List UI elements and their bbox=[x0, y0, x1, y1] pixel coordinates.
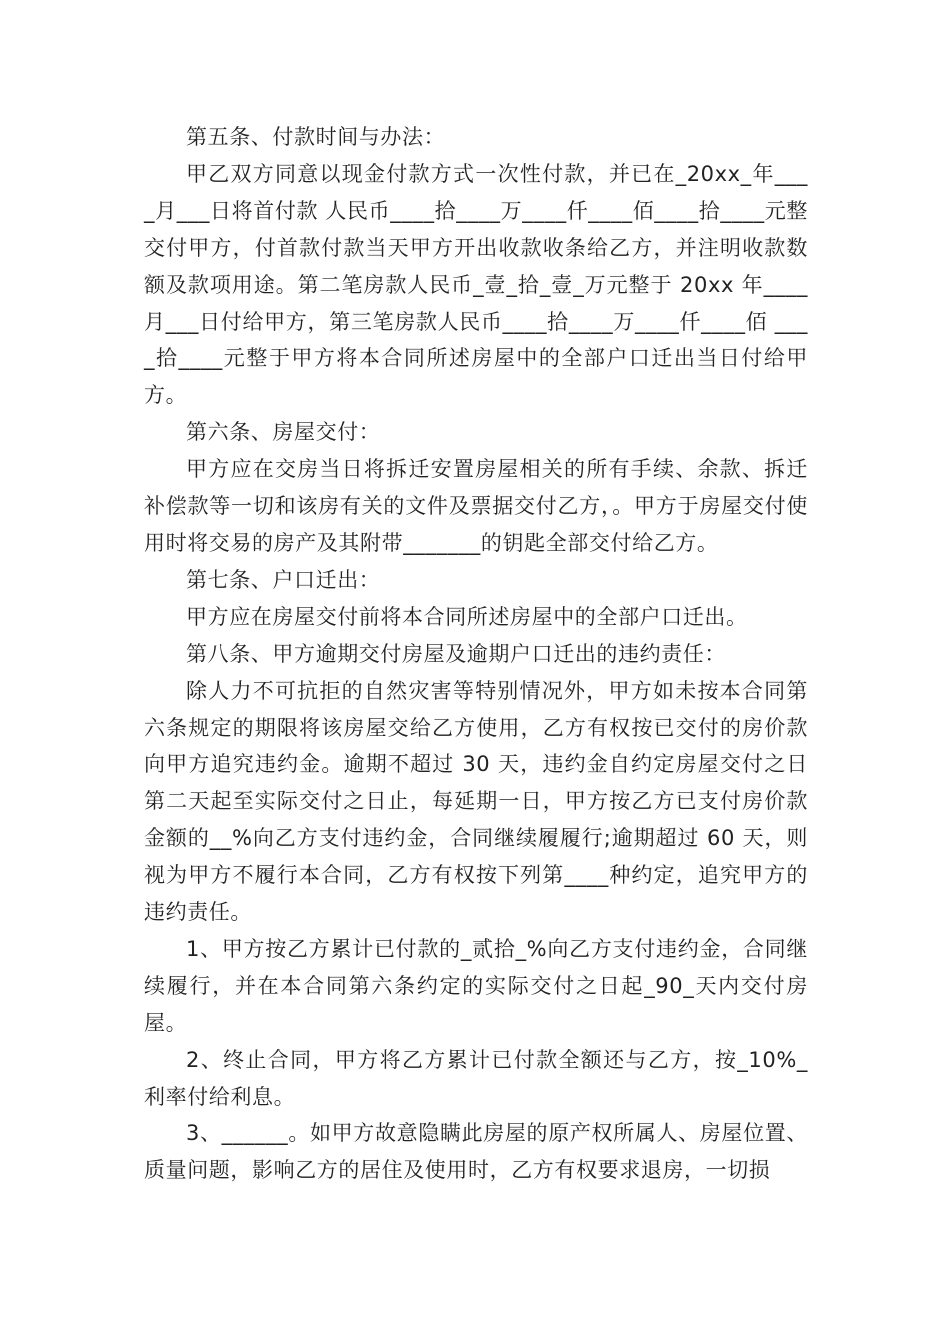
article-7-body: 甲方应在房屋交付前将本合同所述房屋中的全部户口迁出。 bbox=[186, 604, 748, 629]
article-6-body: 甲方应在交房当日将拆迁安置房屋相关的所有手续、余款、拆迁补偿款等一切和该房有关的文件及票据交付乙方，。甲方于房屋交付使用时将交易的房产及其附带_______的钥匙全部交付给乙方。 bbox=[144, 457, 808, 555]
clause-1: 1、甲方按乙方累计已付款的_贰拾_%向乙方支付违约金，合同继续履行，并在本合同第六条约定的实际交付之日起_90_天内交付房屋。 bbox=[144, 936, 808, 1035]
clause-2: 2、终止合同，甲方将乙方累计已付款全额还与乙方，按_10%_利率付给利息。 bbox=[144, 1047, 808, 1109]
article-8-body: 除人力不可抗拒的自然灾害等特别情况外，甲方如未按本合同第六条规定的期限将该房屋交给乙方使用，乙方有权按已交付的房价款向甲方追究违约金。逾期不超过 30 天，违约金自约定房屋交付之日第二天起至实际交付之日止，每延期一日，甲方按乙方已支付房价款金额的__%向乙方支付违约金，合同继续履履行;逾期超过 60 天，则视为甲方不履行本合同，乙方有权按下列第____种约定，追究甲方的违约责任。 bbox=[144, 678, 808, 925]
article-5-body: 甲乙双方同意以现金付款方式一次性付款，并已在_20xx_年___ _月___日将首付款 人民币____拾____万____仟____佰____拾____元整交付甲方，付首款付款当天甲方开出收款收条给乙方，并注明收款数额及款项用途。第二笔房款人民币_壹_拾_壹_万元整于 20xx 年____月___日付给甲方，第三笔房款人民币____拾____万____仟____佰 ____拾____元整于甲方将本合同所述房屋中的全部户口迁出当日付给甲方。 bbox=[144, 161, 808, 408]
article-7-heading: 第七条、户口迁出： bbox=[186, 567, 381, 592]
document-body bbox=[144, 119, 808, 1189]
article-6-heading: 第六条、房屋交付： bbox=[186, 420, 381, 445]
article-5-heading: 第五条、付款时间与办法： bbox=[186, 125, 446, 149]
clause-3: 3、______。如甲方故意隐瞒此房屋的原产权所属人、房屋位置、质量问题，影响乙方的居住及使用时，乙方有权要求退房，一切损 bbox=[144, 1121, 808, 1183]
article-8-heading: 第八条、甲方逾期交付房屋及逾期户口迁出的违约责任： bbox=[186, 641, 726, 666]
